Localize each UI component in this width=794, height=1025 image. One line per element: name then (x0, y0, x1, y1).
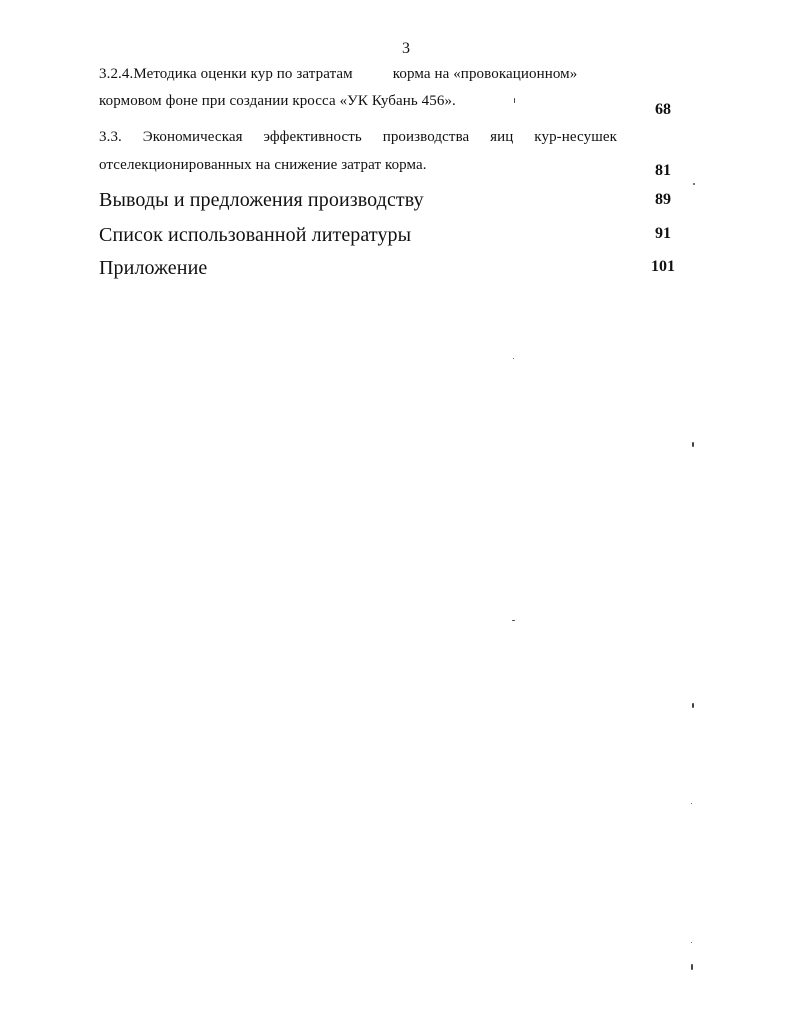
toc-entry-33-page: 81 (655, 162, 671, 179)
scan-speck (513, 358, 514, 359)
toc-entry-33-line1: 3.3. Экономическая эффективность производства яиц кур-несушек (99, 129, 617, 145)
scan-speck (512, 620, 515, 621)
toc-entry-324-line1-part2: корма на «провокационном» (392, 66, 578, 82)
toc-conclusions-page: 89 (655, 191, 671, 208)
toc-appendix-page: 101 (651, 258, 675, 275)
scan-speck (691, 964, 693, 970)
scan-speck (691, 803, 692, 804)
toc-entry-324-line1 (99, 66, 577, 83)
toc-entry-324-line2: кормовом фоне при создании кросса «УК Кубань 456». (99, 93, 456, 109)
toc-entry-324-page: 68 (655, 101, 671, 118)
toc-references-title: Список использованной литературы (99, 224, 412, 246)
scan-speck (692, 703, 694, 708)
toc-conclusions-title: Выводы и предложения производству (99, 189, 424, 211)
scan-speck (691, 942, 692, 943)
scan-speck (514, 98, 515, 103)
toc-entry-33-line2: отселекционированных на снижение затрат корма. (99, 157, 427, 173)
scan-speck (692, 442, 694, 447)
page-number: 3 (402, 40, 410, 57)
toc-entry-324-line1-part1: 3.2.4.Методика оценки кур по затратам (99, 66, 353, 82)
scan-speck (693, 183, 695, 185)
toc-references-page: 91 (655, 225, 671, 242)
toc-appendix-title: Приложение (99, 257, 208, 279)
